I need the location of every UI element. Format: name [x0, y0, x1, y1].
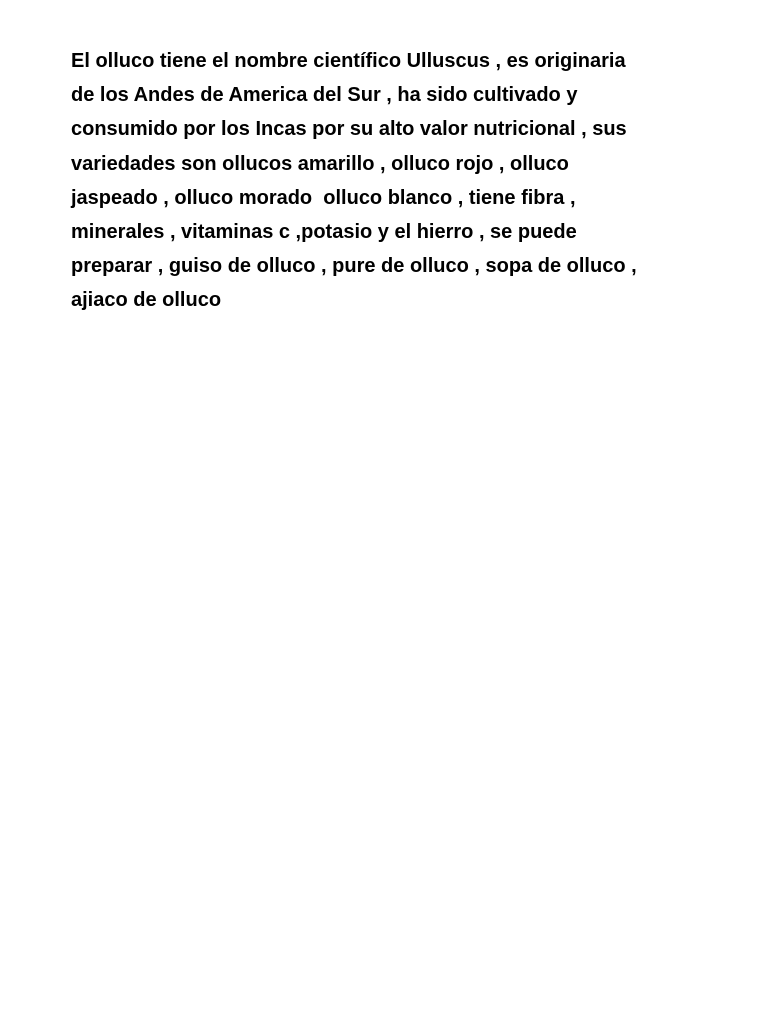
paragraph-line-1: El olluco tiene el nombre científico Ulluscus , es originaria	[71, 50, 626, 72]
paragraph-line-4: variedades son ollucos amarillo , olluco rojo , olluco	[71, 152, 569, 175]
paragraph-line-3: consumido por los Incas por su alto valor nutricional , sus	[71, 118, 627, 141]
paragraph-line-5: jaspeado , olluco morado olluco blanco , tiene fibra ,	[71, 186, 576, 209]
paragraph-line-8: ajiaco de olluco	[71, 289, 222, 312]
body-paragraph	[71, 44, 711, 318]
paragraph-line-2: de los Andes de America del Sur , ha sido cultivado y	[71, 84, 578, 107]
paragraph-line-6: minerales , vitaminas c ,potasio y el hierro , se puede	[71, 221, 577, 244]
paragraph-line-7: preparar , guiso de olluco , pure de olluco , sopa de olluco ,	[71, 255, 637, 278]
